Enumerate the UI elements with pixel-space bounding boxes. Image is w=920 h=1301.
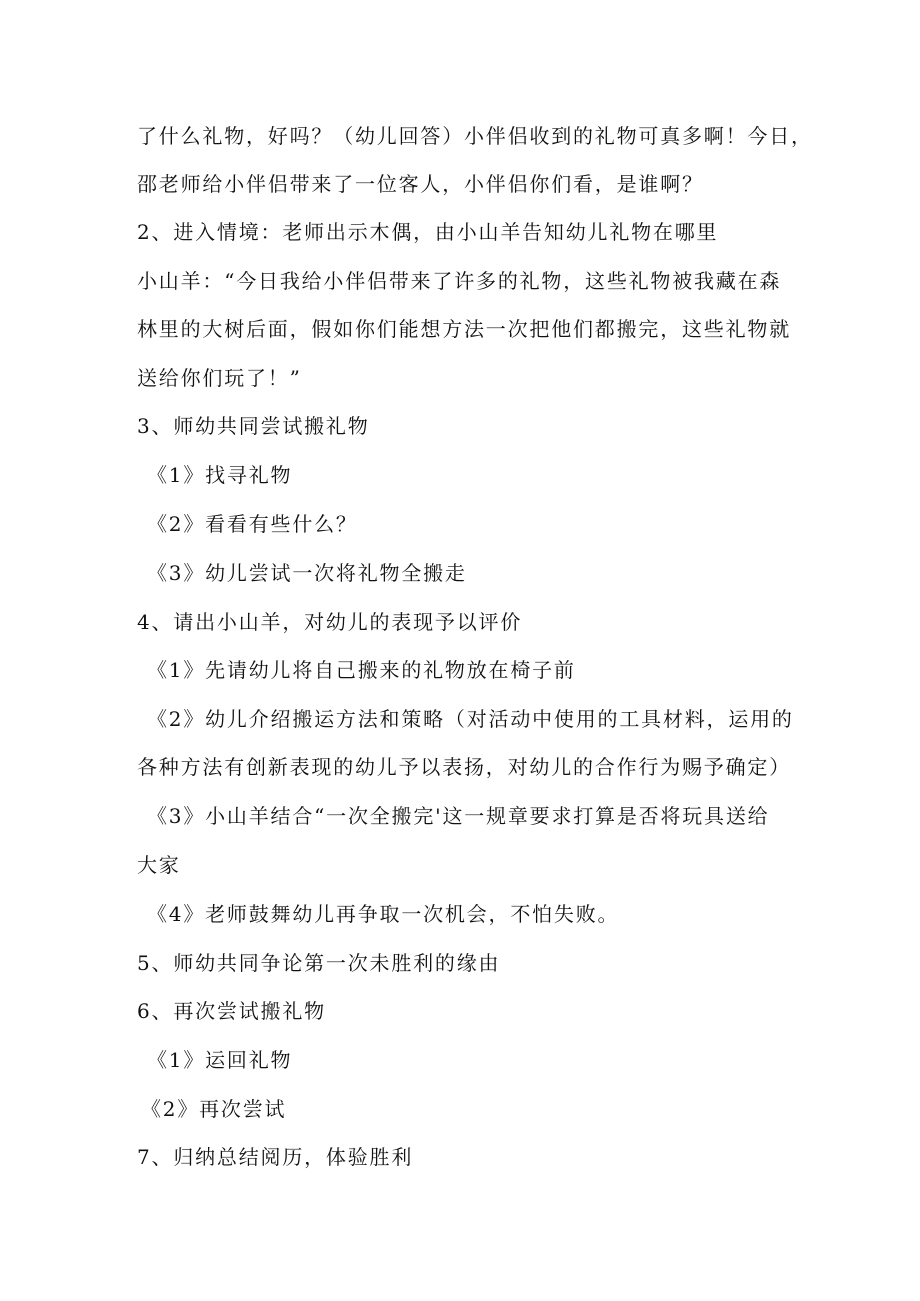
sub-step: 《1》先请幼儿将自己搬来的礼物放在椅子前 (147, 658, 576, 682)
text-line: 林里的大树后面，假如你们能想方法一次把他们都搬完，这些礼物就 (137, 317, 791, 341)
sub-step: 《3》幼儿尝试一次将礼物全搬走 (147, 561, 467, 585)
text-line: 送给你们玩了！” (137, 366, 302, 390)
sub-step: 《1》运回礼物 (147, 1048, 293, 1072)
step-heading: 3、师幼共同尝试搬礼物 (137, 414, 370, 438)
step-heading: 7、归纳总结阅历，体验胜利 (137, 1145, 414, 1169)
sub-step: 《1》找寻礼物 (147, 463, 293, 487)
sub-step: 《4》老师鼓舞幼儿再争取一次机会，不怕失败。 (147, 902, 620, 926)
text-line: 了什么礼物，好吗？（幼儿回答）小伴侣收到的礼物可真多啊！今日， (137, 124, 813, 148)
step-heading: 5、师幼共同争论第一次未胜利的缘由 (137, 951, 501, 975)
text-line: 小山羊：“今日我给小伴侣带来了许多的礼物，这些礼物被我藏在森 (137, 269, 782, 293)
text-line: 各种方法有创新表现的幼儿予以表扬，对幼儿的合作行为赐予确定） (137, 755, 791, 779)
text-line: 大家 (137, 853, 181, 877)
step-heading: 4、请出小山羊，对幼儿的表现予以评价 (137, 610, 523, 634)
sub-step: 《3》小山羊结合“一次全搬完'这一规章要求打算是否将玩具送给 (147, 804, 770, 828)
sub-step: 《2》再次尝试 (141, 1097, 287, 1121)
sub-step: 《2》看看有些什么？ (147, 512, 358, 536)
sub-step: 《2》幼儿介绍搬运方法和策略（对活动中使用的工具材料，运用的 (147, 707, 794, 731)
step-heading: 2、进入情境：老师出示木偶，由小山羊告知幼儿礼物在哪里 (137, 220, 719, 244)
text-line: 邵老师给小伴侣带来了一位客人，小伴侣你们看，是谁啊？ (137, 172, 704, 196)
step-heading: 6、再次尝试搬礼物 (137, 999, 326, 1023)
